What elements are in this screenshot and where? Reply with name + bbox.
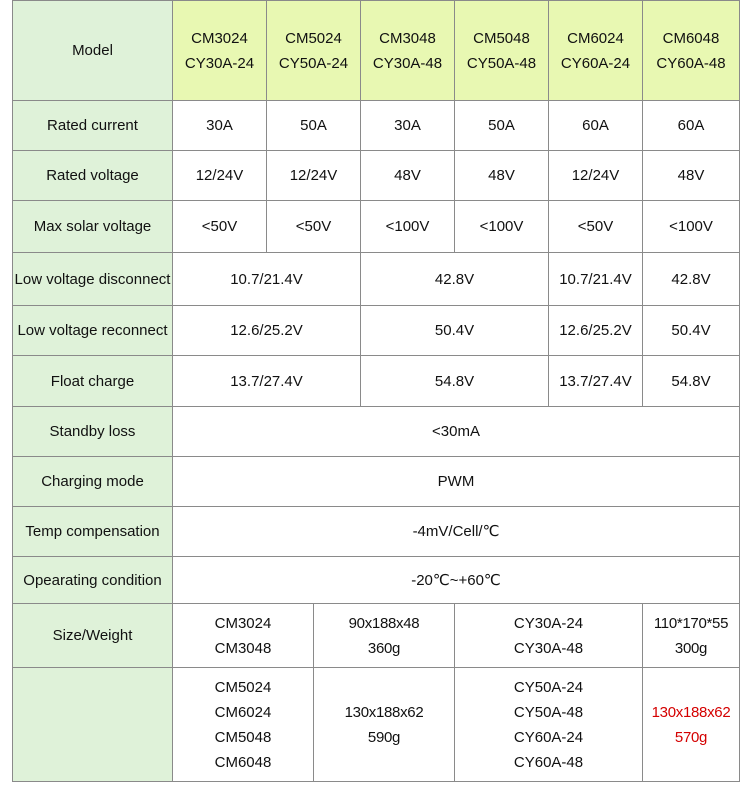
model-name: CM3024: [191, 29, 248, 47]
model-name: CY50A-48: [513, 703, 584, 721]
model-name: CM3024: [214, 614, 272, 632]
value-cell: 50.4V: [643, 306, 740, 356]
value-cell: 12/24V: [549, 151, 643, 201]
value-cell: 10.7/21.4V: [173, 253, 361, 306]
row-label: Charging mode: [13, 457, 173, 507]
model-name: CY30A-48: [513, 639, 584, 657]
value-cell: 13.7/27.4V: [173, 356, 361, 407]
model-name-alt: CY60A-24: [560, 54, 631, 72]
model-name: CY30A-24: [513, 614, 584, 632]
row-label: Rated current: [13, 101, 173, 151]
low-voltage-disconnect-row: [13, 253, 740, 306]
model-header-1: [173, 1, 267, 101]
row-label: Size/Weight: [13, 604, 173, 668]
value-cell: 48V: [643, 151, 740, 201]
operating-condition-row: [13, 557, 740, 604]
standby-loss-row: [13, 407, 740, 457]
model-name: CM5048: [214, 728, 272, 746]
row-label: Rated voltage: [13, 151, 173, 201]
row-label: Low voltage reconnect: [13, 306, 173, 356]
row-label: Standby loss: [13, 407, 173, 457]
size-value: 130x188x62: [344, 703, 424, 721]
row-label: Opearating condition: [13, 557, 173, 604]
value-cell: 12/24V: [267, 151, 361, 201]
model-name: CM6048: [214, 753, 272, 771]
low-voltage-reconnect-row: [13, 306, 740, 356]
value-cell: <50V: [549, 201, 643, 253]
rated-voltage-row: [13, 151, 740, 201]
value-cell: 54.8V: [361, 356, 549, 407]
value-cell: <50V: [173, 201, 267, 253]
model-name-alt: CY50A-24: [278, 54, 349, 72]
weight-value: 590g: [367, 728, 401, 746]
value-cell: 12.6/25.2V: [173, 306, 361, 356]
size-weight-cell: [643, 604, 740, 668]
spec-table: [12, 0, 740, 782]
value-cell: 48V: [455, 151, 549, 201]
row-label: Temp compensation: [13, 507, 173, 557]
model-name: CY50A-24: [513, 678, 584, 696]
value-cell: 42.8V: [361, 253, 549, 306]
charging-mode-row: [13, 457, 740, 507]
weight-value: 570g: [674, 728, 708, 746]
model-name-alt: CY50A-48: [466, 54, 537, 72]
size-weight-row-2: [13, 668, 740, 782]
value-cell: 30A: [361, 101, 455, 151]
rated-current-row: [13, 101, 740, 151]
model-header-2: [267, 1, 361, 101]
size-weight-cell: [314, 604, 455, 668]
value-cell: <100V: [643, 201, 740, 253]
value-cell: -4mV/Cell/℃: [173, 507, 740, 557]
model-name: CY60A-24: [513, 728, 584, 746]
value-cell: -20℃~+60℃: [173, 557, 740, 604]
value-cell: <100V: [455, 201, 549, 253]
model-list-cell: [173, 604, 314, 668]
value-cell: 60A: [643, 101, 740, 151]
model-header-5: [549, 1, 643, 101]
value-cell: 12/24V: [173, 151, 267, 201]
temp-compensation-row: [13, 507, 740, 557]
model-header-3: [361, 1, 455, 101]
size-value: 130x188x62: [651, 703, 731, 721]
value-cell: 30A: [173, 101, 267, 151]
row-label: Max solar voltage: [13, 201, 173, 253]
size-weight-cell: [314, 668, 455, 782]
float-charge-row: [13, 356, 740, 407]
size-value: 90x188x48: [348, 614, 420, 632]
size-value: 110*170*55: [653, 614, 729, 632]
value-cell: 12.6/25.2V: [549, 306, 643, 356]
max-solar-voltage-row: [13, 201, 740, 253]
weight-value: 300g: [674, 639, 708, 657]
model-name: CM3048: [214, 639, 272, 657]
value-cell: 10.7/21.4V: [549, 253, 643, 306]
model-name: CY60A-48: [513, 753, 584, 771]
weight-value: 360g: [367, 639, 401, 657]
model-name: CM5024: [285, 29, 342, 47]
model-list-cell: [455, 668, 643, 782]
value-cell: 50A: [455, 101, 549, 151]
model-name: CM5048: [473, 29, 530, 47]
model-name: CM6024: [567, 29, 624, 47]
value-cell: <30mA: [173, 407, 740, 457]
model-name-alt: CY30A-24: [184, 54, 255, 72]
value-cell: 48V: [361, 151, 455, 201]
model-list-cell: [455, 604, 643, 668]
value-cell: 60A: [549, 101, 643, 151]
model-name: CM5024: [214, 678, 272, 696]
value-cell: 54.8V: [643, 356, 740, 407]
model-name-alt: CY30A-48: [372, 54, 443, 72]
value-cell: <50V: [267, 201, 361, 253]
model-header-row: [13, 1, 740, 101]
value-cell: PWM: [173, 457, 740, 507]
model-name: CM3048: [379, 29, 436, 47]
row-label-empty: [13, 668, 173, 782]
model-header-4: [455, 1, 549, 101]
row-label: Float charge: [13, 356, 173, 407]
size-weight-row-1: [13, 604, 740, 668]
row-label: Low voltage disconnect: [13, 253, 173, 306]
value-cell: 50A: [267, 101, 361, 151]
model-name: CM6024: [214, 703, 272, 721]
value-cell: 50.4V: [361, 306, 549, 356]
value-cell: 13.7/27.4V: [549, 356, 643, 407]
model-list-cell: [173, 668, 314, 782]
value-cell: 42.8V: [643, 253, 740, 306]
model-label: Model: [13, 1, 173, 101]
size-weight-cell-highlight: [643, 668, 740, 782]
value-cell: <100V: [361, 201, 455, 253]
model-header-6: [643, 1, 740, 101]
model-name: CM6048: [662, 29, 720, 47]
model-name-alt: CY60A-48: [656, 54, 726, 72]
